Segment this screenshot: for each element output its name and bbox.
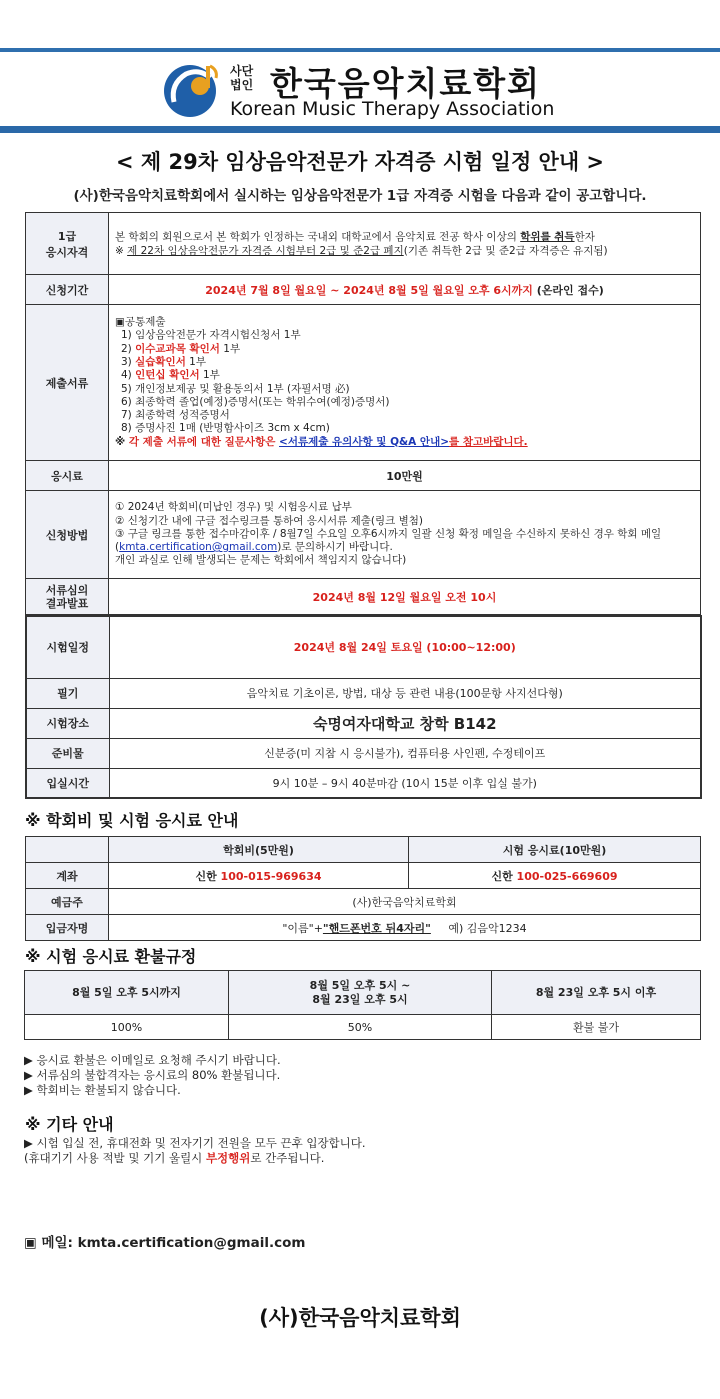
logo-english-name: Korean Music Therapy Association	[230, 98, 555, 120]
table-row	[26, 915, 701, 941]
table-row	[26, 889, 701, 915]
logo-korean-name: 한국음악치료학회	[270, 64, 542, 103]
refund-rate-2: 50%	[229, 1015, 492, 1040]
eligibility-value: 본 학회의 회원으로서 본 학회가 인정하는 국내외 대학교에서 음악치료 전공 학사 이상의 학위를 취득한자 ※ 제 22차 임상음악전문가 자격증 시험부터 2급 및 준2급 폐지(기존 취득한 2급 및 준2급 자격증은 유지됨)	[109, 213, 701, 275]
fee-label: 응시료	[26, 461, 109, 491]
table-row	[26, 863, 701, 889]
fees-table	[25, 836, 701, 941]
eligibility-label: 1급 응시자격	[26, 213, 109, 275]
table-row	[26, 738, 701, 768]
refund-period-3: 8월 23일 오후 5시 이후	[492, 971, 701, 1015]
etc-notes: ▶ 시험 입실 전, 휴대전화 및 전자기기 전원을 모두 끈후 입장합니다. (휴대기기 사용 적발 및 기기 울릴시 부정행위로 간주됩니다.	[24, 1136, 366, 1165]
refund-rate-1: 100%	[25, 1015, 229, 1040]
prep-label: 준비물	[26, 738, 109, 768]
apply-period-value: 2024년 7월 8일 월요일 ~ 2024년 8월 5일 월요일 오후 6시까지 (온라인 접수)	[109, 275, 701, 305]
table-row	[25, 1015, 701, 1040]
table-row	[26, 678, 701, 708]
page-title: < 제 29차 임상음악전문가 자격증 시험 일정 안내 >	[115, 150, 605, 174]
exam-date-label: 시험일정	[26, 616, 109, 678]
list-item: 5) 개인정보제공 및 활용동의서 1부 (자필서명 必)	[121, 382, 350, 395]
table-row	[26, 616, 701, 678]
list-item: 8) 증명사진 1매 (반명함사이즈 3cm x 4cm)	[121, 422, 330, 435]
entry-time-value: 9시 10분 – 9시 40분마감 (10시 15분 이후 입실 불가)	[109, 768, 701, 798]
list-item: 3) 실습확인서 1부	[121, 355, 207, 368]
logo-subtitle: 사단 법인	[230, 64, 254, 92]
refund-period-2: 8월 5일 오후 5시 ~ 8월 23일 오후 5시	[229, 971, 492, 1015]
exam-info-table	[25, 615, 702, 799]
prep-value: 신분증(미 지참 시 응시불가), 컴퓨터용 사인펜, 수정테이프	[109, 738, 701, 768]
table-row	[26, 461, 701, 491]
application-info-table	[25, 212, 701, 615]
fee-value: 10만원	[109, 461, 701, 491]
intro-text: (사)한국음악치료학회에서 실시하는 임상음악전문가 1급 자격증 시험을 다음과 같이 공고합니다.	[73, 188, 647, 204]
list-item: 1) 임상음악전문가 자격시험신청서 1부	[121, 329, 301, 342]
fees-section-title: ※ 학회비 및 시험 응시료 안내	[25, 811, 239, 830]
exam-account: 신한 100-025-669609	[409, 863, 701, 889]
holder-value: (사)한국음악치료학회	[109, 889, 701, 915]
table-row	[26, 768, 701, 798]
membership-account: 신한 100-015-969634	[109, 863, 409, 889]
refund-table	[24, 970, 701, 1040]
exam-fee-header: 시험 응시료(10만원)	[409, 837, 701, 863]
table-row	[26, 708, 701, 738]
depositor-label: 입금자명	[26, 915, 109, 941]
documents-list	[115, 329, 694, 435]
etc-section-title: ※ 기타 안내	[25, 1115, 114, 1134]
documents-value: ▣공통제출 1) 임상음악전문가 자격시험신청서 1부 2) 이수교과목 확인서 1부 3) 실습확인서 1부 4) 인턴십 확인서 1부 5) 개인정보제공 및 활용동의서 1부 (자필서명 必) 6) 최종학력 졸업(예정)증명서(또는 학위수여(예정)증명서) 7) 최종학력 성적증명서 8) 증명사진 1매 (반명함사이즈 3cm x 4cm) ※ 각 제출 서류에 대한 질문사항은 <서류제출 유의사항 및 Q&A 안내>를 참고바랍니다.	[109, 305, 701, 461]
account-label: 계좌	[26, 863, 109, 889]
venue-value: 숙명여자대학교 창학 B142	[109, 708, 701, 738]
refund-section-title: ※ 시험 응시료 환불규정	[25, 947, 197, 966]
method-value: ① 2024년 학회비(미납인 경우) 및 시험응시료 납부 ② 신청기간 내에 구글 접수링크를 통하여 응시서류 제출(링크 별첨) ③ 구글 링크를 통한 접수마감이후 / 8월7일 수요일 오후6시까지 일괄 신청 확정 메일을 수신하지 못하신 경우 학회 메일(kmta.certification@gmail.com)로 문의하시기 바랍니다. 개인 과실로 인해 발생되는 문제는 학회에서 책임지지 않습니다)	[109, 491, 701, 579]
music-note-face-logo-icon	[160, 60, 222, 120]
table-row	[26, 491, 701, 579]
list-item: 2) 이수교과목 확인서 1부	[121, 342, 241, 355]
result-value: 2024년 8월 12일 월요일 오전 10시	[109, 579, 701, 615]
list-item: 4) 인턴십 확인서 1부	[121, 369, 220, 382]
table-row	[26, 275, 701, 305]
apply-period-label: 신청기간	[26, 275, 109, 305]
written-label: 필기	[26, 678, 109, 708]
membership-fee-header: 학회비(5만원)	[109, 837, 409, 863]
list-item: 6) 최종학력 졸업(예정)증명서(또는 학위수여(예정)증명서)	[121, 395, 390, 408]
header-bottom-rule	[0, 126, 720, 133]
result-label: 서류심의 결과발표	[26, 579, 109, 615]
refund-rate-3: 환불 불가	[492, 1015, 701, 1040]
depositor-value: "이름"+"핸드폰번호 뒤4자리" 예) 김음악1234	[109, 915, 701, 941]
table-row	[26, 837, 701, 863]
email-link[interactable]: kmta.certification@gmail.com	[119, 541, 278, 554]
method-label: 신청방법	[26, 491, 109, 579]
table-row	[26, 305, 701, 461]
footer-organization: (사)한국음악치료학회	[259, 1306, 461, 1330]
documents-label: 제출서류	[26, 305, 109, 461]
association-logo	[160, 58, 580, 124]
table-row	[25, 971, 701, 1015]
exam-date-value: 2024년 8월 24일 토요일 (10:00~12:00)	[109, 616, 701, 678]
list-item: 7) 최종학력 성적증명서	[121, 409, 230, 422]
written-value: 음악치료 기초이론, 방법, 대상 등 관련 내용(100문항 사지선다형)	[109, 678, 701, 708]
entry-time-label: 입실시간	[26, 768, 109, 798]
contact-email[interactable]: ▣ 메일: kmta.certification@gmail.com	[24, 1235, 306, 1251]
venue-label: 시험장소	[26, 708, 109, 738]
holder-label: 예금주	[26, 889, 109, 915]
table-row	[26, 213, 701, 275]
refund-notes: ▶ 응시료 환불은 이메일로 요청해 주시기 바랍니다. ▶ 서류심의 불합격자는 응시료의 80% 환불됩니다. ▶ 학회비는 환불되지 않습니다.	[24, 1053, 281, 1097]
top-rule	[0, 48, 720, 52]
table-row	[26, 579, 701, 615]
refund-period-1: 8월 5일 오후 5시까지	[25, 971, 229, 1015]
